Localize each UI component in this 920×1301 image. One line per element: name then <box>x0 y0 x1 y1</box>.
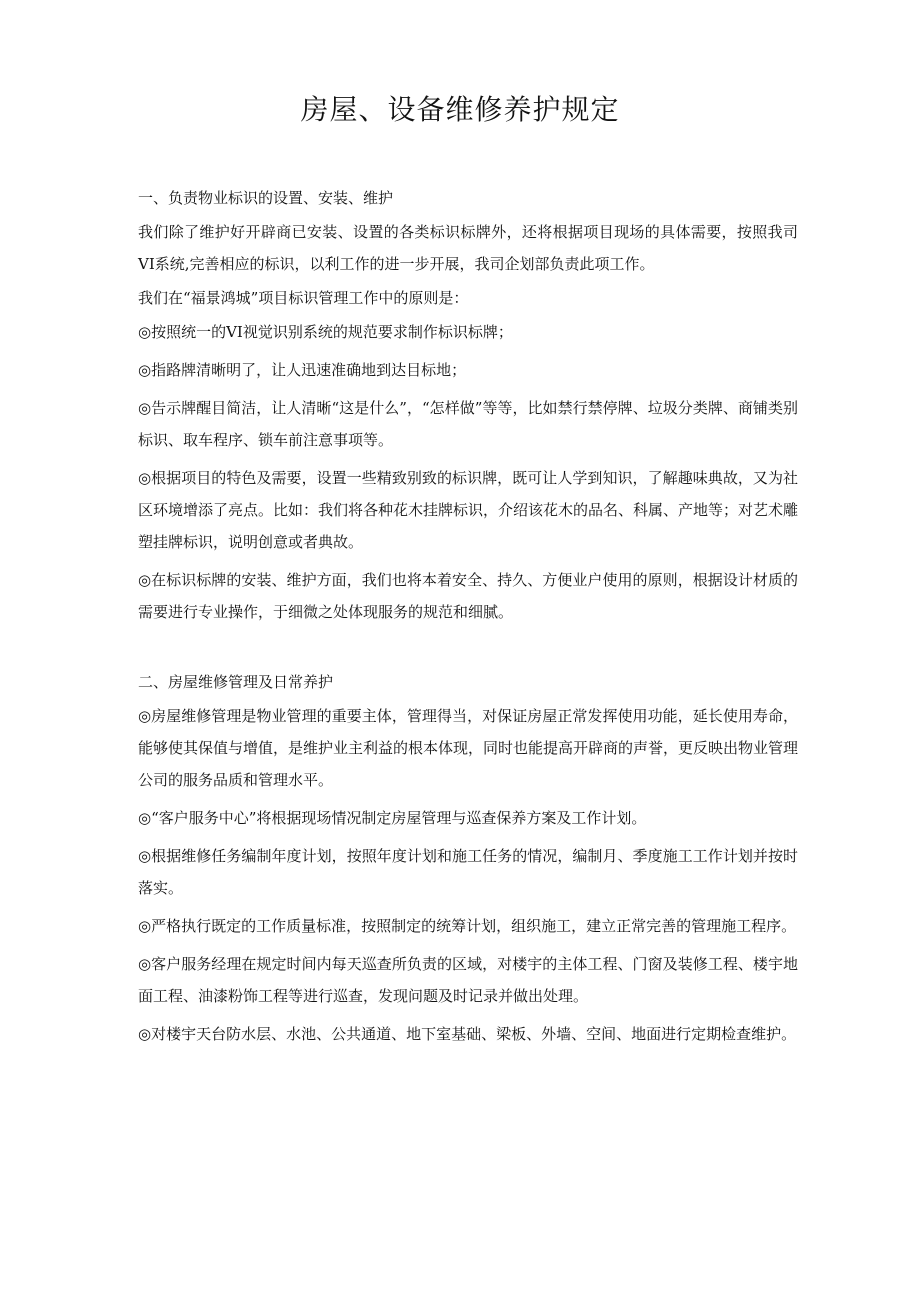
paragraph: ◎对楼宇天台防水层、水池、公共通道、地下室基础、梁板、外墙、空间、地面进行定期检查维护。 <box>138 1025 797 1043</box>
section-1 <box>138 184 798 628</box>
page-title: 房屋、设备维修养护规定 <box>300 93 620 126</box>
paragraph: 我们除了维护好开辟商已安装、设置的各类标识标牌外，还将根据项目现场的具体需要，按照我司VI系统,完善相应的标识，以利工作的进一步开展，我司企划部负责此项工作。 <box>138 223 798 273</box>
paragraph: ◎根据项目的特色及需要，设置一些精致别致的标识牌，既可让人学到知识，了解趣味典故，又为社区环境增添了亮点。比如：我们将各种花木挂牌标识，介绍该花木的品名、科属、产地等；对艺术雕塑挂牌标识，说明创意或者典故。 <box>138 469 799 551</box>
section-2 <box>138 668 798 1050</box>
paragraph: ◎房屋维修管理是物业管理的重要主体，管理得当，对保证房屋正常发挥使用功能，延长使用寿命，能够使其保值与增值，是维护业主利益的根本体现，同时也能提高开辟商的声誉，更反映出物业管理公司的服务品质和管理水平。 <box>138 707 799 789</box>
paragraph: ◎严格执行既定的工作质量标准，按照制定的统筹计划，组织施工，建立正常完善的管理施工程序。 <box>138 917 797 935</box>
section-spacer <box>138 634 798 668</box>
paragraph: ◎告示牌醒目简洁，让人清晰“这是什么”，“怎样做”等等，比如禁行禁停牌、垃圾分类牌、商铺类别标识、取车程序、锁车前注意事项等。 <box>138 399 798 449</box>
paragraph: ◎按照统一的VI视觉识别系统的规范要求制作标识标牌； <box>138 323 513 341</box>
paragraph: ◎客户服务经理在规定时间内每天巡查所负责的区域，对楼宇的主体工程、门窗及装修工程、楼宇地面工程、油漆粉饰工程等进行巡查，发现问题及时记录并做出处理。 <box>138 955 798 1005</box>
paragraph: 我们在“福景鸿城”项目标识管理工作中的原则是： <box>138 289 469 307</box>
paragraph: ◎在标识标牌的安装、维护方面，我们也将本着安全、持久、方便业户使用的原则，根据设计材质的需要进行专业操作，于细微之处体现服务的规范和细腻。 <box>138 571 798 621</box>
section-heading: 二、房屋维修管理及日常养护 <box>138 673 334 691</box>
document-body <box>138 184 798 1056</box>
paragraph: ◎根据维修任务编制年度计划，按照年度计划和施工任务的情况，编制月、季度施工工作计划并按时落实。 <box>138 847 798 897</box>
paragraph: ◎“客户服务中心”将根据现场情况制定房屋管理与巡查保养方案及工作计划。 <box>138 809 647 827</box>
section-heading: 一、负责物业标识的设置、安装、维护 <box>138 189 394 207</box>
paragraph: ◎指路牌清晰明了，让人迅速准确地到达目标地； <box>138 361 467 379</box>
